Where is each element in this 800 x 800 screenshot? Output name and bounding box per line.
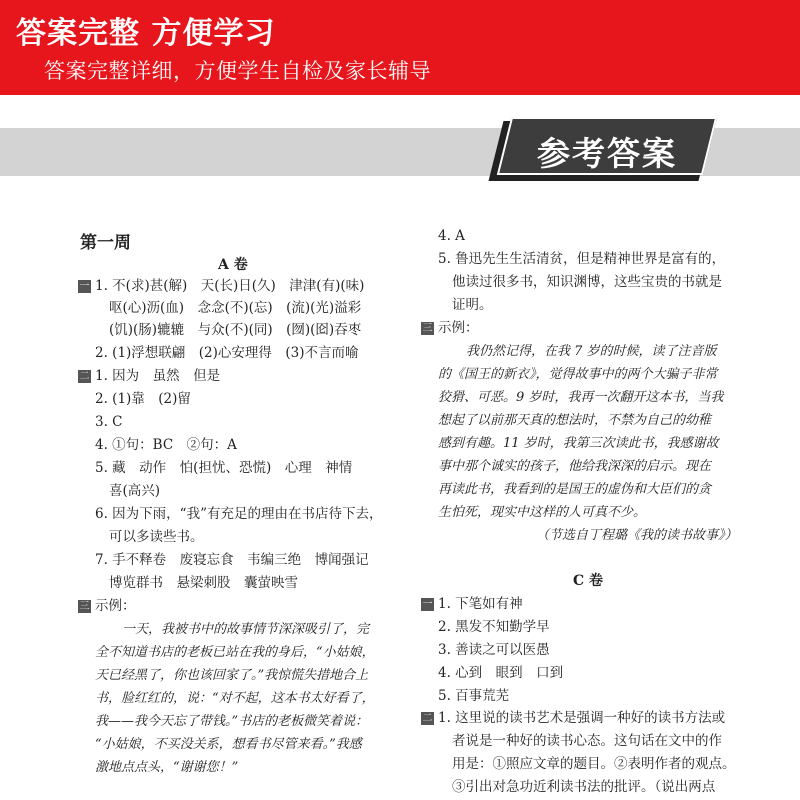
text-line: 全不知道书店的老板已站在我的身后，“小姑娘， [95,645,375,660]
text-line: “小姑娘，不买没关系，想看书尽管来看。”我感 [95,737,362,752]
banner-title: 答案完整 方便学习 [16,16,276,51]
text-line: 1. 下笔如有神 [438,596,523,612]
text-line: 事中那个诚实的孩子，他给我深深的启示。现在 [438,459,712,474]
text-line: 他读过很多书，知识渊博，这些宝贵的书就是 [452,274,722,290]
source-citation: （节选自丁程璐《我的读书故事》） [536,528,738,543]
text-line: 5. 藏 动作 怕(担忧、恐慌) 心理 神情 [95,460,353,476]
text-line: 2. (1)浮想联翩 (2)心安理得 (3)不言而喻 [95,345,359,361]
text-line: 的《国王的新衣》，觉得故事中的两个大骗子非常 [438,367,718,382]
text-line: 生怕死，现实中这样的人可真不少。 [438,505,647,520]
text-line: 再读此书，我看到的是国王的虚伪和大臣们的贪 [438,482,712,497]
question-badge-1: 一 [79,281,90,292]
text-line: 3. C [95,414,123,430]
text-line: 3. 善读之可以医愚 [438,642,550,658]
text-line: 可以多读些书。 [109,529,204,545]
text-line: 1. 这里说的读书艺术是强调一种好的读书方法或 [438,710,726,726]
text-line: 6. 因为下雨，“我”有充足的理由在书店待下去， [95,506,383,522]
text-line: 4. 心到 眼到 口到 [438,665,564,681]
question-badge-3b: 三 [422,323,433,334]
section-a-title: A 卷 [218,257,248,273]
text-line: 我——我今天忘了带钱。”书店的老板微笑着说： [95,714,369,729]
example-label: 示例： [438,320,479,336]
text-line: 4. A [438,228,465,244]
question-badge-c2: 二 [422,713,433,724]
text-line: 感到有趣。11 岁时，我第三次读此书，我感谢故 [438,436,719,451]
question-badge-c1: 一 [422,599,433,610]
banner-subtitle: 答案完整详细，方便学生自检及家长辅导 [44,59,431,83]
text-line: ③引出对急功近利读书法的批评。（说出两点 [452,779,716,795]
text-line: (饥)(肠)辘辘 与众(不)(同) (囫)(囵)吞枣 [109,322,362,338]
section-c-title: C 卷 [573,573,604,589]
text-line: 2. (1)靠 (2)留 [95,391,191,407]
text-line: 一天，我被书中的故事情节深深吸引了，完 [122,622,370,637]
text-line: 7. 手不释卷 废寝忘食 韦编三绝 博闻强记 [95,552,369,568]
text-line: 书，脸红红的，说：“对不起，这本书太好看了， [95,691,375,706]
section-label: 参考答案 [537,134,677,173]
text-line: 天已经黑了，你也该回家了。”我惊慌失措地合上 [95,668,369,683]
text-line: 喜(高兴) [109,483,161,499]
text-line: 我仍然记得，在我 7 岁的时候，读了注音版 [466,344,717,359]
question-badge-2: 二 [79,371,90,382]
text-line: 1. 因为 虽然 但是 [95,368,221,384]
text-line: 4. ①句：BC ②句：A [95,437,237,453]
text-line: 呕(心)沥(血) 念念(不)(忘) (流)(光)溢彩 [109,300,362,316]
question-badge-3: 三 [79,601,90,612]
example-label: 示例： [95,598,136,614]
text-line: 5. 鲁迅先生生活清贫，但是精神世界是富有的， [438,251,726,267]
text-line: 用是：①照应文章的题目。②表明作者的观点。 [452,756,736,772]
text-line: 者说是一种好的读书心态。这句话在文中的作 [452,733,722,749]
text-line: 1. 不(求)甚(解) 天(长)日(久) 津津(有)(味) [95,278,365,294]
text-line: 证明。 [452,297,493,313]
text-line: 博览群书 悬梁刺股 囊萤映雪 [109,575,298,591]
promo-banner [0,0,800,95]
text-line: 5. 百事荒芜 [438,688,510,704]
text-line: 狡猾、可恶。9 岁时，我再一次翻开这本书，当我 [438,390,724,405]
text-line: 2. 黑发不知勤学早 [438,619,550,635]
week-title: 第一周 [80,233,131,253]
text-line: 想起了以前那天真的想法时，不禁为自己的幼稚 [438,413,712,428]
text-line: 激地点点头，“谢谢您！” [95,760,239,775]
